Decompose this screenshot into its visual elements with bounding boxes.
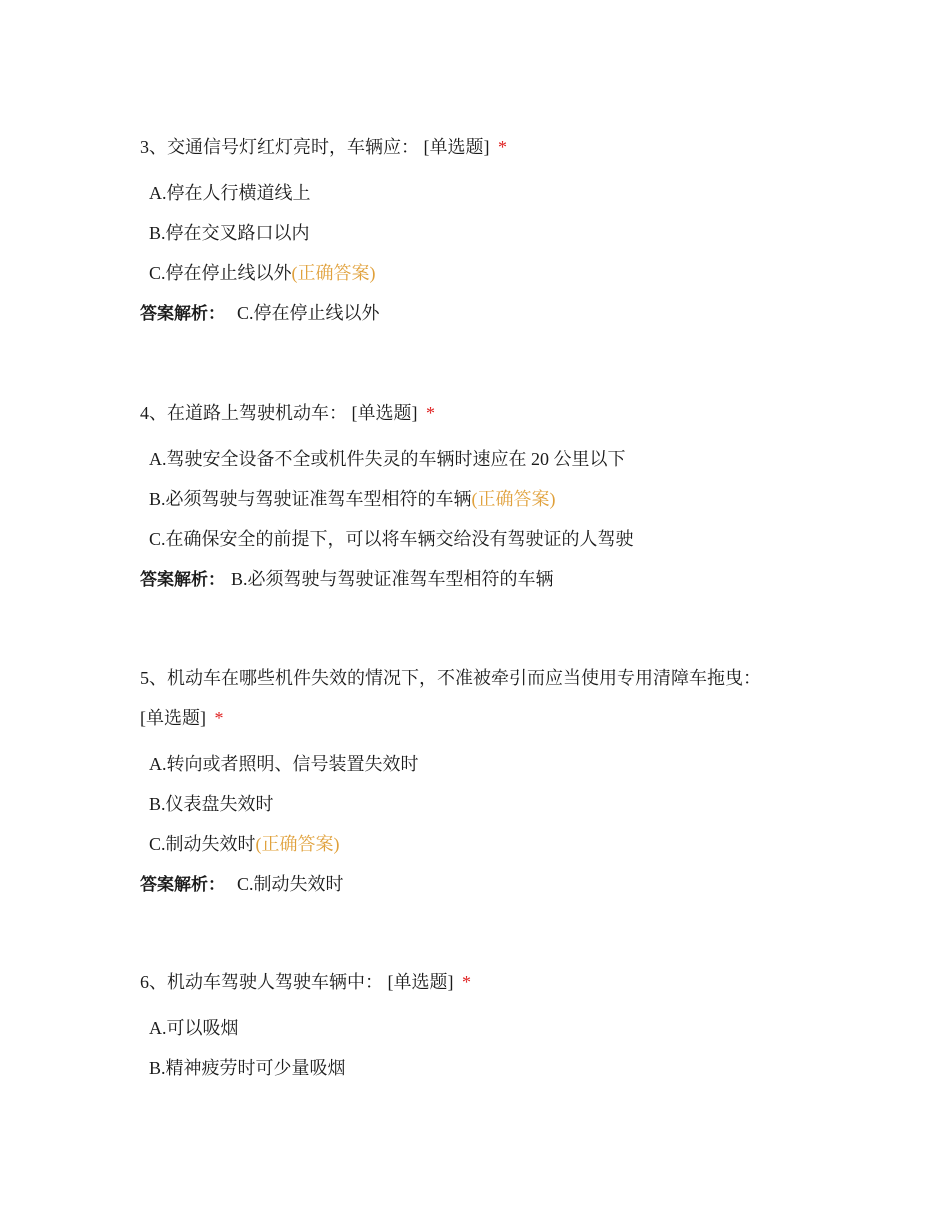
option-c: [149, 253, 800, 293]
question-title: [140, 658, 800, 738]
option-c: [149, 824, 800, 864]
option-text: A.转向或者照明、信号装置失效时: [149, 754, 419, 774]
option-b: [149, 213, 800, 253]
question-text: 6、机动车驾驶人驾驶车辆中：: [140, 972, 383, 992]
question-type-tag: [单选题]: [140, 708, 206, 728]
analysis-label: 答案解析：: [140, 570, 225, 590]
question-type-tag: [单选题]: [351, 403, 418, 423]
question-5: [140, 658, 800, 904]
question-type-tag: [单选题]: [387, 972, 454, 992]
question-text: 3、交通信号灯红灯亮时，车辆应：: [140, 137, 419, 157]
correct-answer-marker: (正确答案): [471, 489, 556, 509]
question-text: 4、在道路上驾驶机动车：: [140, 403, 347, 423]
option-text: B.必须驾驶与驾驶证准驾车型相符的车辆: [149, 489, 472, 509]
option-a: [149, 1008, 800, 1048]
option-a: [149, 439, 800, 479]
option-text: B.精神疲劳时可少量吸烟: [149, 1058, 346, 1078]
analysis-text: C.制动失效时: [237, 874, 344, 894]
correct-answer-marker: (正确答案): [255, 834, 340, 854]
option-text: A.驾驶安全设备不全或机件失灵的车辆时速应在 20 公里以下: [149, 449, 626, 469]
option-a: [149, 744, 800, 784]
question-type-tag: [单选题]: [423, 137, 490, 157]
analysis-label: 答案解析：: [140, 875, 225, 895]
option-text: B.仪表盘失效时: [149, 794, 274, 814]
answer-analysis: [140, 293, 800, 333]
question-6: [140, 962, 800, 1088]
required-marker: *: [462, 972, 471, 992]
correct-answer-marker: (正确答案): [291, 263, 376, 283]
answer-analysis: [140, 559, 800, 599]
question-text: 5、机动车在哪些机件失效的情况下，不准被牵引而应当使用专用清障车拖曳：: [140, 668, 761, 688]
option-text: C.在确保安全的前提下，可以将车辆交给没有驾驶证的人驾驶: [149, 529, 634, 549]
option-text: C.制动失效时: [149, 834, 256, 854]
required-marker: *: [214, 708, 224, 728]
question-3: [140, 127, 800, 333]
option-b: [149, 479, 800, 519]
question-title: [140, 393, 800, 433]
option-text: B.停在交叉路口以内: [149, 223, 310, 243]
analysis-text: B.必须驾驶与驾驶证准驾车型相符的车辆: [231, 569, 554, 589]
option-text: A.可以吸烟: [149, 1018, 239, 1038]
analysis-text: C.停在停止线以外: [237, 303, 380, 323]
analysis-label: 答案解析：: [140, 304, 225, 324]
question-title: [140, 962, 800, 1002]
required-marker: *: [426, 403, 435, 423]
option-c: [149, 519, 800, 559]
option-b: [149, 1048, 800, 1088]
answer-analysis: [140, 864, 800, 904]
option-b: [149, 784, 800, 824]
option-text: C.停在停止线以外: [149, 263, 292, 283]
question-title: [140, 127, 800, 167]
option-a: [149, 173, 800, 213]
question-4: [140, 393, 800, 599]
required-marker: *: [498, 137, 507, 157]
option-text: A.停在人行横道线上: [149, 183, 311, 203]
